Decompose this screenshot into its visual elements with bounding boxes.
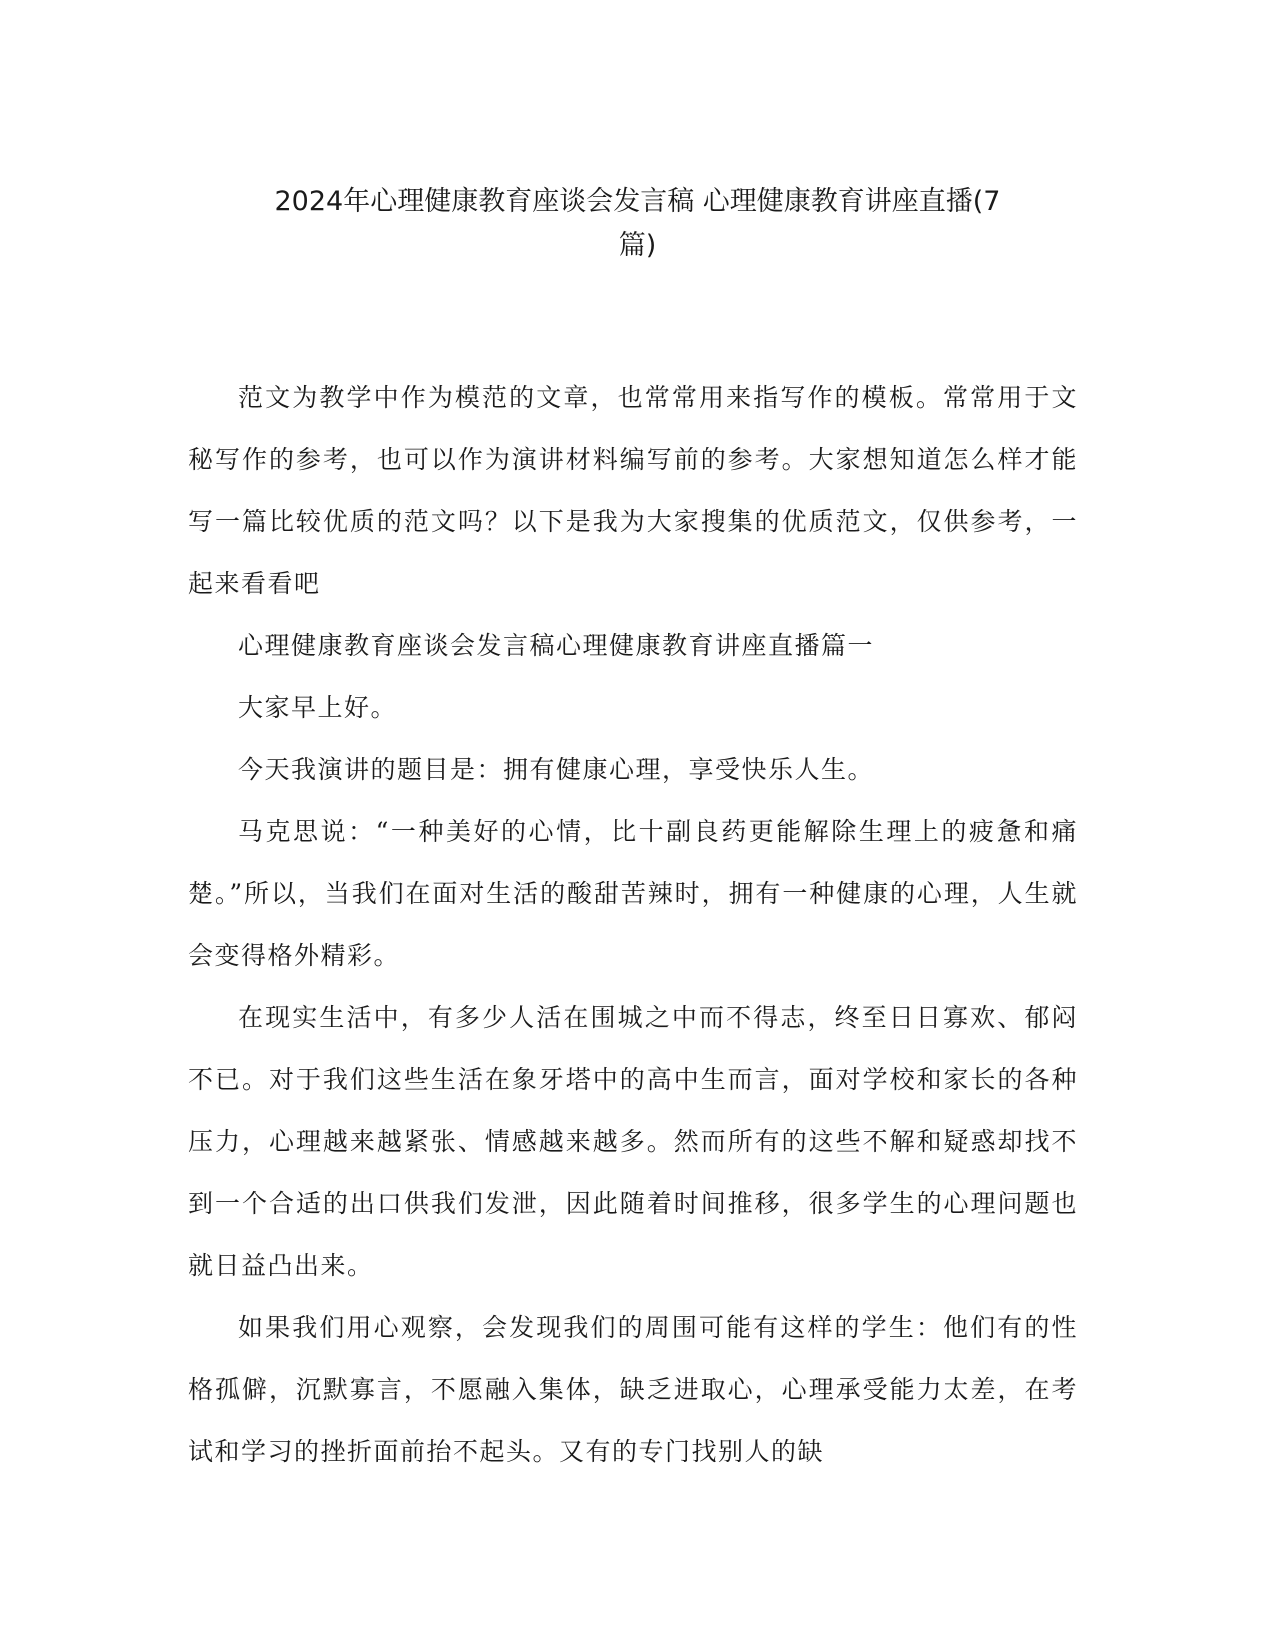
paragraph-quote: 马克思说：“一种美好的心情，比十副良药更能解除生理上的疲惫和痛楚。”所以，当我们在面对生活的酸甜苦辣时，拥有一种健康的心理，人生就会变得格外精彩。 [188, 817, 1078, 970]
title-line-2: 篇) [618, 230, 657, 261]
paragraph-reality: 在现实生活中，有多少人活在围城之中而不得志，终至日日寡欢、郁闷不已。对于我们这些生活在象牙塔中的高中生而言，面对学校和家长的各种压力，心理越来越紧张、情感越来越多。然而所有的这些不解和疑惑却找不到一个合适的出口供我们发泄，因此随着时间推移，很多学生的心理问题也就日益凸出来。 [188, 1003, 1078, 1280]
paragraph-greeting: 大家早上好。 [238, 693, 398, 722]
document-title [150, 180, 1125, 268]
title-line-1: 2024年心理健康教育座谈会发言稿 心理健康教育讲座直播(7 [274, 186, 1001, 217]
paragraph-intro: 范文为教学中作为模范的文章，也常常用来指写作的模板。常常用于文秘写作的参考，也可以作为演讲材料编写前的参考。大家想知道怎么样才能写一篇比较优质的范文吗？以下是我为大家搜集的优质范文，仅供参考，一起来看看吧 [188, 383, 1078, 598]
paragraph-topic: 今天我演讲的题目是：拥有健康心理，享受快乐人生。 [238, 755, 875, 784]
paragraph-observation: 如果我们用心观察，会发现我们的周围可能有这样的学生：他们有的性格孤僻，沉默寡言，不愿融入集体，缺乏进取心，心理承受能力太差，在考试和学习的挫折面前抬不起头。又有的专门找别人的缺 [188, 1313, 1078, 1466]
document-body [188, 367, 1078, 1483]
section-heading: 心理健康教育座谈会发言稿心理健康教育讲座直播篇一 [238, 631, 875, 660]
